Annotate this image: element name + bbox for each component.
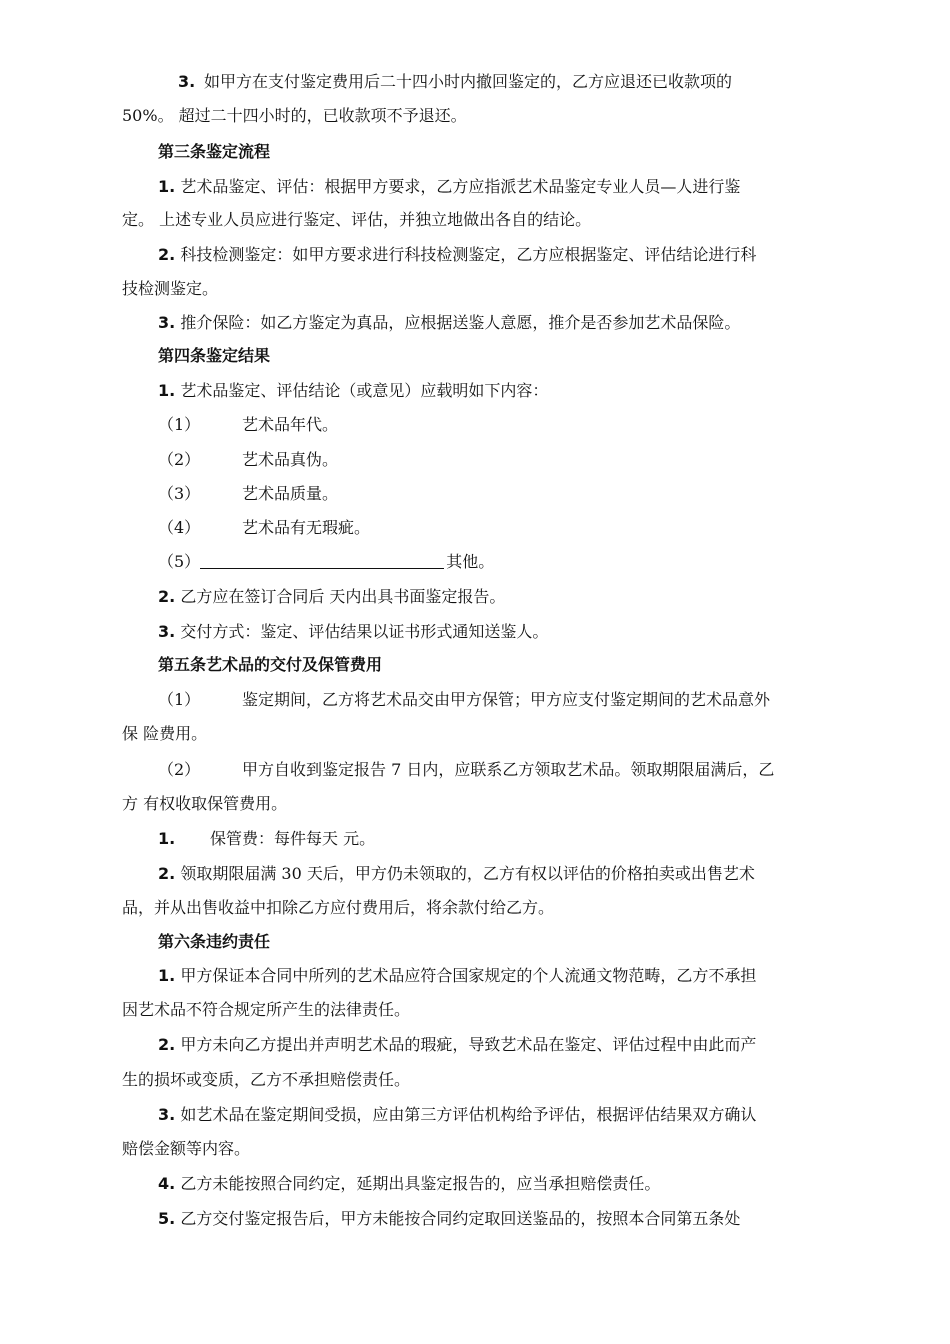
article-4-item-2: 2. 乙方应在签订合同后 天内出具书面鉴定报告。: [158, 587, 506, 606]
article-6-item-1: 1. 甲方保证本合同中所列的艺术品应符合国家规定的个人流通文物范畴，乙方不承担: [158, 966, 757, 985]
article-5-p2-text: 甲方自收到鉴定报告 7 日内，应联系乙方领取艺术品。领取期限届满后，乙: [242, 760, 775, 779]
article-3-item-1: 1. 艺术品鉴定、评估：根据甲方要求，乙方应指派艺术品鉴定专业人员—人进行鉴: [158, 177, 741, 196]
article-6-item-4: 4. 乙方未能按照合同约定，延期出具鉴定报告的，应当承担赔偿责任。: [158, 1174, 661, 1193]
clause-3-number: 3.: [178, 72, 196, 91]
sub-item-2-label: （2）: [158, 450, 201, 469]
sub-item-1-text: 艺术品年代。: [242, 415, 339, 434]
article-5-heading: 第五条艺术品的交付及保管费用: [158, 655, 383, 674]
article-6-item-2: 2. 甲方未向乙方提出并声明艺术品的瑕疵，导致艺术品在鉴定、评估过程中由此而产: [158, 1035, 757, 1054]
storage-fee-text: 保管费：每件每天 元。: [210, 829, 376, 848]
sub-item-4-label: （4）: [158, 518, 201, 537]
article-4-heading: 第四条鉴定结果: [158, 346, 271, 365]
article-5-p2-cont: 方 有权收取保管费用。: [122, 794, 288, 813]
article-4-item-1: 1. 艺术品鉴定、评估结论（或意见）应载明如下内容：: [158, 381, 549, 400]
article-6-item-2-cont: 生的损坏或变质，乙方不承担赔偿责任。: [122, 1070, 411, 1089]
fill-in-blank-line: [200, 552, 444, 569]
sub-item-4-text: 艺术品有无瑕疵。: [242, 518, 371, 537]
article-6-item-3-cont: 赔偿金额等内容。: [122, 1139, 251, 1158]
article-5-item-2: 2. 领取期限届满 30 天后，甲方仍未领取的，乙方有权以评估的价格拍卖或出售艺术: [158, 864, 755, 883]
article-5-p2-label: （2）: [158, 760, 201, 779]
article-6-item-3: 3. 如艺术品在鉴定期间受损，应由第三方评估机构给予评估，根据评估结果双方确认: [158, 1105, 757, 1124]
article-6-item-1-cont: 因艺术品不符合规定所产生的法律责任。: [122, 1000, 411, 1019]
storage-fee-number: 1.: [158, 829, 176, 848]
article-3-item-3: 3. 推介保险：如乙方鉴定为真品，应根据送鉴人意愿，推介是否参加艺术品保险。: [158, 313, 741, 332]
sub-item-1-label: （1）: [158, 415, 201, 434]
sub-item-3-label: （3）: [158, 484, 201, 503]
sub-item-5: （5） 其他。: [158, 552, 495, 571]
article-3-heading: 第三条鉴定流程: [158, 142, 271, 161]
sub-item-3-text: 艺术品质量。: [242, 484, 339, 503]
article-5-p1-text: 鉴定期间，乙方将艺术品交由甲方保管；甲方应支付鉴定期间的艺术品意外: [242, 690, 771, 709]
article-5-item-2-cont: 品，并从出售收益中扣除乙方应付费用后，将余款付给乙方。: [122, 898, 555, 917]
article-6-heading: 第六条违约责任: [158, 932, 271, 951]
article-5-p1-label: （1）: [158, 690, 201, 709]
article-5-p1-cont: 保 险费用。: [122, 724, 208, 743]
clause-3-text: 如甲方在支付鉴定费用后二十四小时内撤回鉴定的，乙方应退还已收款项的: [204, 72, 733, 91]
article-3-item-2-cont: 技检测鉴定。: [122, 279, 219, 298]
article-4-item-3: 3. 交付方式：鉴定、评估结果以证书形式通知送鉴人。: [158, 622, 549, 641]
article-3-item-2: 2. 科技检测鉴定：如甲方要求进行科技检测鉴定，乙方应根据鉴定、评估结论进行科: [158, 245, 757, 264]
sub-item-2-text: 艺术品真伪。: [242, 450, 339, 469]
clause-3-continuation: 50%。 超过二十四小时的，已收款项不予退还。: [122, 106, 467, 125]
article-6-item-5: 5. 乙方交付鉴定报告后，甲方未能按合同约定取回送鉴品的，按照本合同第五条处: [158, 1209, 741, 1228]
article-3-item-1-cont: 定。 上述专业人员应进行鉴定、评估，并独立地做出各自的结论。: [122, 210, 592, 229]
